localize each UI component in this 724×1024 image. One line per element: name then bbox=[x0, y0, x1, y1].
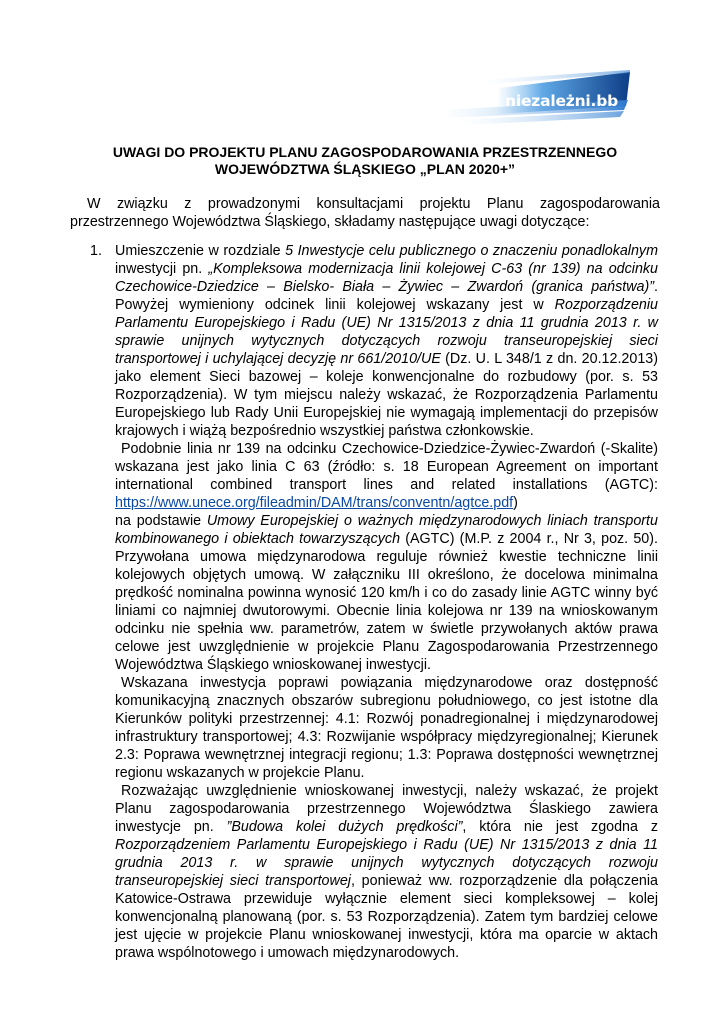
agtc-link[interactable]: https://www.unece.org/fileadmin/DAM/trans/conventn/agtce.pdf bbox=[115, 495, 514, 511]
p1-text-2: inwestycji pn. bbox=[115, 261, 209, 277]
p3-text-2: (AGTC) (M.P. z 2004 r., Nr 3, poz. 50). Przywołana umowa międzynarodowa reguluje również kwestie techniczne linii kolejowych objętych umową. W załączniku III określono, że docelowa minimalna prędkość nominalna powinna wynosić 120 km/h i co do zasady linie AGTC winny być liniami co najmniej dwutorowymi. Obecnie linia kolejowa nr 139 na wnioskowanym odcinku nie spełnia ww. parametrów, zatem w świetle przywołanych aktów prawa celowe jest uwzględnienie w projekcie Planu Zagospodarowania Przestrzennego Województwa Śląskiego wnioskowanej inwestycji. bbox=[115, 531, 658, 673]
p5-text-3: , ponieważ ww. rozporządzenie dla połączenia Katowice-Ostrawa przewiduje wyłącznie element sieci kompleksowej – kolej konwencjonalną planowaną (por. s. 53 Rozporządzenia). Zatem tym bardziej celowe jest ujęcie w projekcie Planu wnioskowanej inwestycji, która ma oparcie w aktach prawa wspólnotowego i umowach międzynarodowych. bbox=[115, 873, 659, 961]
p5-text-2: , która nie jest zgodna z bbox=[462, 819, 658, 835]
p1-emphasis-investment: „Kompleksowa modernizacja linii kolejowej C-63 (nr 139) na odcinku Czechowice-Dziedzice – Bielsko- Biała – Żywiec – Zwardoń (granica państwa)” bbox=[115, 261, 658, 295]
logo-text: niezależni.bb bbox=[505, 92, 619, 110]
p4-text-1: Wskazana inwestycja poprawi powiązania międzynarodowe oraz dostępność komunikacyjną znacznych obszarów subregionu południowego, co jest istotne dla Kierunków polityki przestrzennej: 4.1: Rozwój ponadregionalnej i międzynarodowej infrastruktury transportowej; 4.3: Rozwijanie współpracy międzyregionalnej; Kierunek 2.3: Poprawa wewnętrznej integracji regionu; 1.3: Poprawa dostępności wewnętrznej regionu wskazanych w projekcie Planu. bbox=[115, 675, 658, 781]
intro-line-2: przestrzennego Województwa Śląskiego, składamy następujące uwagi dotyczące: bbox=[70, 214, 590, 230]
list-item-1 bbox=[115, 242, 658, 962]
p5-text-1: Rozważając uwzględnienie wnioskowanej inwestycji, należy wskazać, że projekt Planu zagospodarowania przestrzennego Województwa Ślaskiego zawiera inwestycje pn. bbox=[115, 783, 658, 835]
intro-line-1: W związku z prowadzonymi konsultacjami projektu Planu zagospodarowania bbox=[87, 196, 660, 212]
paragraph-4 bbox=[115, 674, 658, 782]
paragraph-3 bbox=[115, 512, 658, 674]
p1-emphasis-chapter: 5 Inwestycje celu publicznego o znaczeniu ponadlokalnym bbox=[285, 243, 658, 259]
document-title bbox=[70, 144, 660, 178]
p1-text-3: . Powyżej wymieniony odcinek linii kolejowej wskazany jest w bbox=[115, 279, 658, 313]
p5-emphasis-investment: ”Budowa kolei dużych prędkości” bbox=[226, 819, 463, 835]
p2-text-2: ) bbox=[513, 495, 518, 511]
p2-text-1: Podobnie linia nr 139 na odcinku Czechowice-Dziedzice-Żywiec-Zwardoń (-Skalite) wskazana jest jako linia C 63 (źródło: s. 18 European Agreement on important international combined transport lines and related installations (AGTC): bbox=[115, 441, 658, 493]
p1-text-4: (Dz. U. L 348/1 z dn. 20.12.2013) jako element Sieci bazowej – koleje konwencjonalne do rozbudowy (por. s. 53 Rozporządzenia). W tym miejscu należy wskazać, że Rozporządzenia Parlamentu Europejskiego lub Rady Unii Europejskiej nie wymagają implementacji do przepisów krajowych i wiążą bezpośrednio wszystkiej państwa członkowskie. bbox=[115, 351, 658, 439]
title-line-1: UWAGI DO PROJEKTU PLANU ZAGOSPODAROWANIA PRZESTRZENNEGO bbox=[112, 144, 618, 160]
title-line-2: WOJEWÓDZTWA ŚLĄSKIEGO „PLAN 2020+” bbox=[214, 161, 516, 177]
p3-emphasis-agreement: Umowy Europejskiej o ważnych międzynarodowych liniach transportu kombinowanego i obiektach towarzyszących bbox=[115, 513, 658, 547]
list-number: 1. bbox=[90, 243, 102, 259]
paragraph-5 bbox=[115, 782, 658, 962]
p1-emphasis-regulation: Rozporządzeniu Parlamentu Europejskiego i Radu (UE) Nr 1315/2013 z dnia 11 grudnia 2013 r. w sprawie unijnych wytycznych dotyczących rozwoju transeuropejskiej sieci transportowej i uchylającej decyzję nr 661/2010/UE bbox=[115, 297, 658, 367]
p5-emphasis-regulation: Rozporządzeniem Parlamentu Europejskiego i Radu (UE) Nr 1315/2013 z dnia 11 grudnia 2013 r. w sprawie unijnych wytycznych dotyczących rozwoju transeuropejskiej sieci transportowej bbox=[115, 837, 658, 889]
logo bbox=[430, 70, 635, 130]
paragraph-1 bbox=[115, 242, 658, 440]
paragraph-2 bbox=[115, 440, 658, 512]
p3-text-1: na podstawie bbox=[115, 513, 207, 529]
intro-paragraph bbox=[70, 195, 660, 231]
p1-text-1: Umieszczenie w rozdziale bbox=[115, 243, 286, 259]
